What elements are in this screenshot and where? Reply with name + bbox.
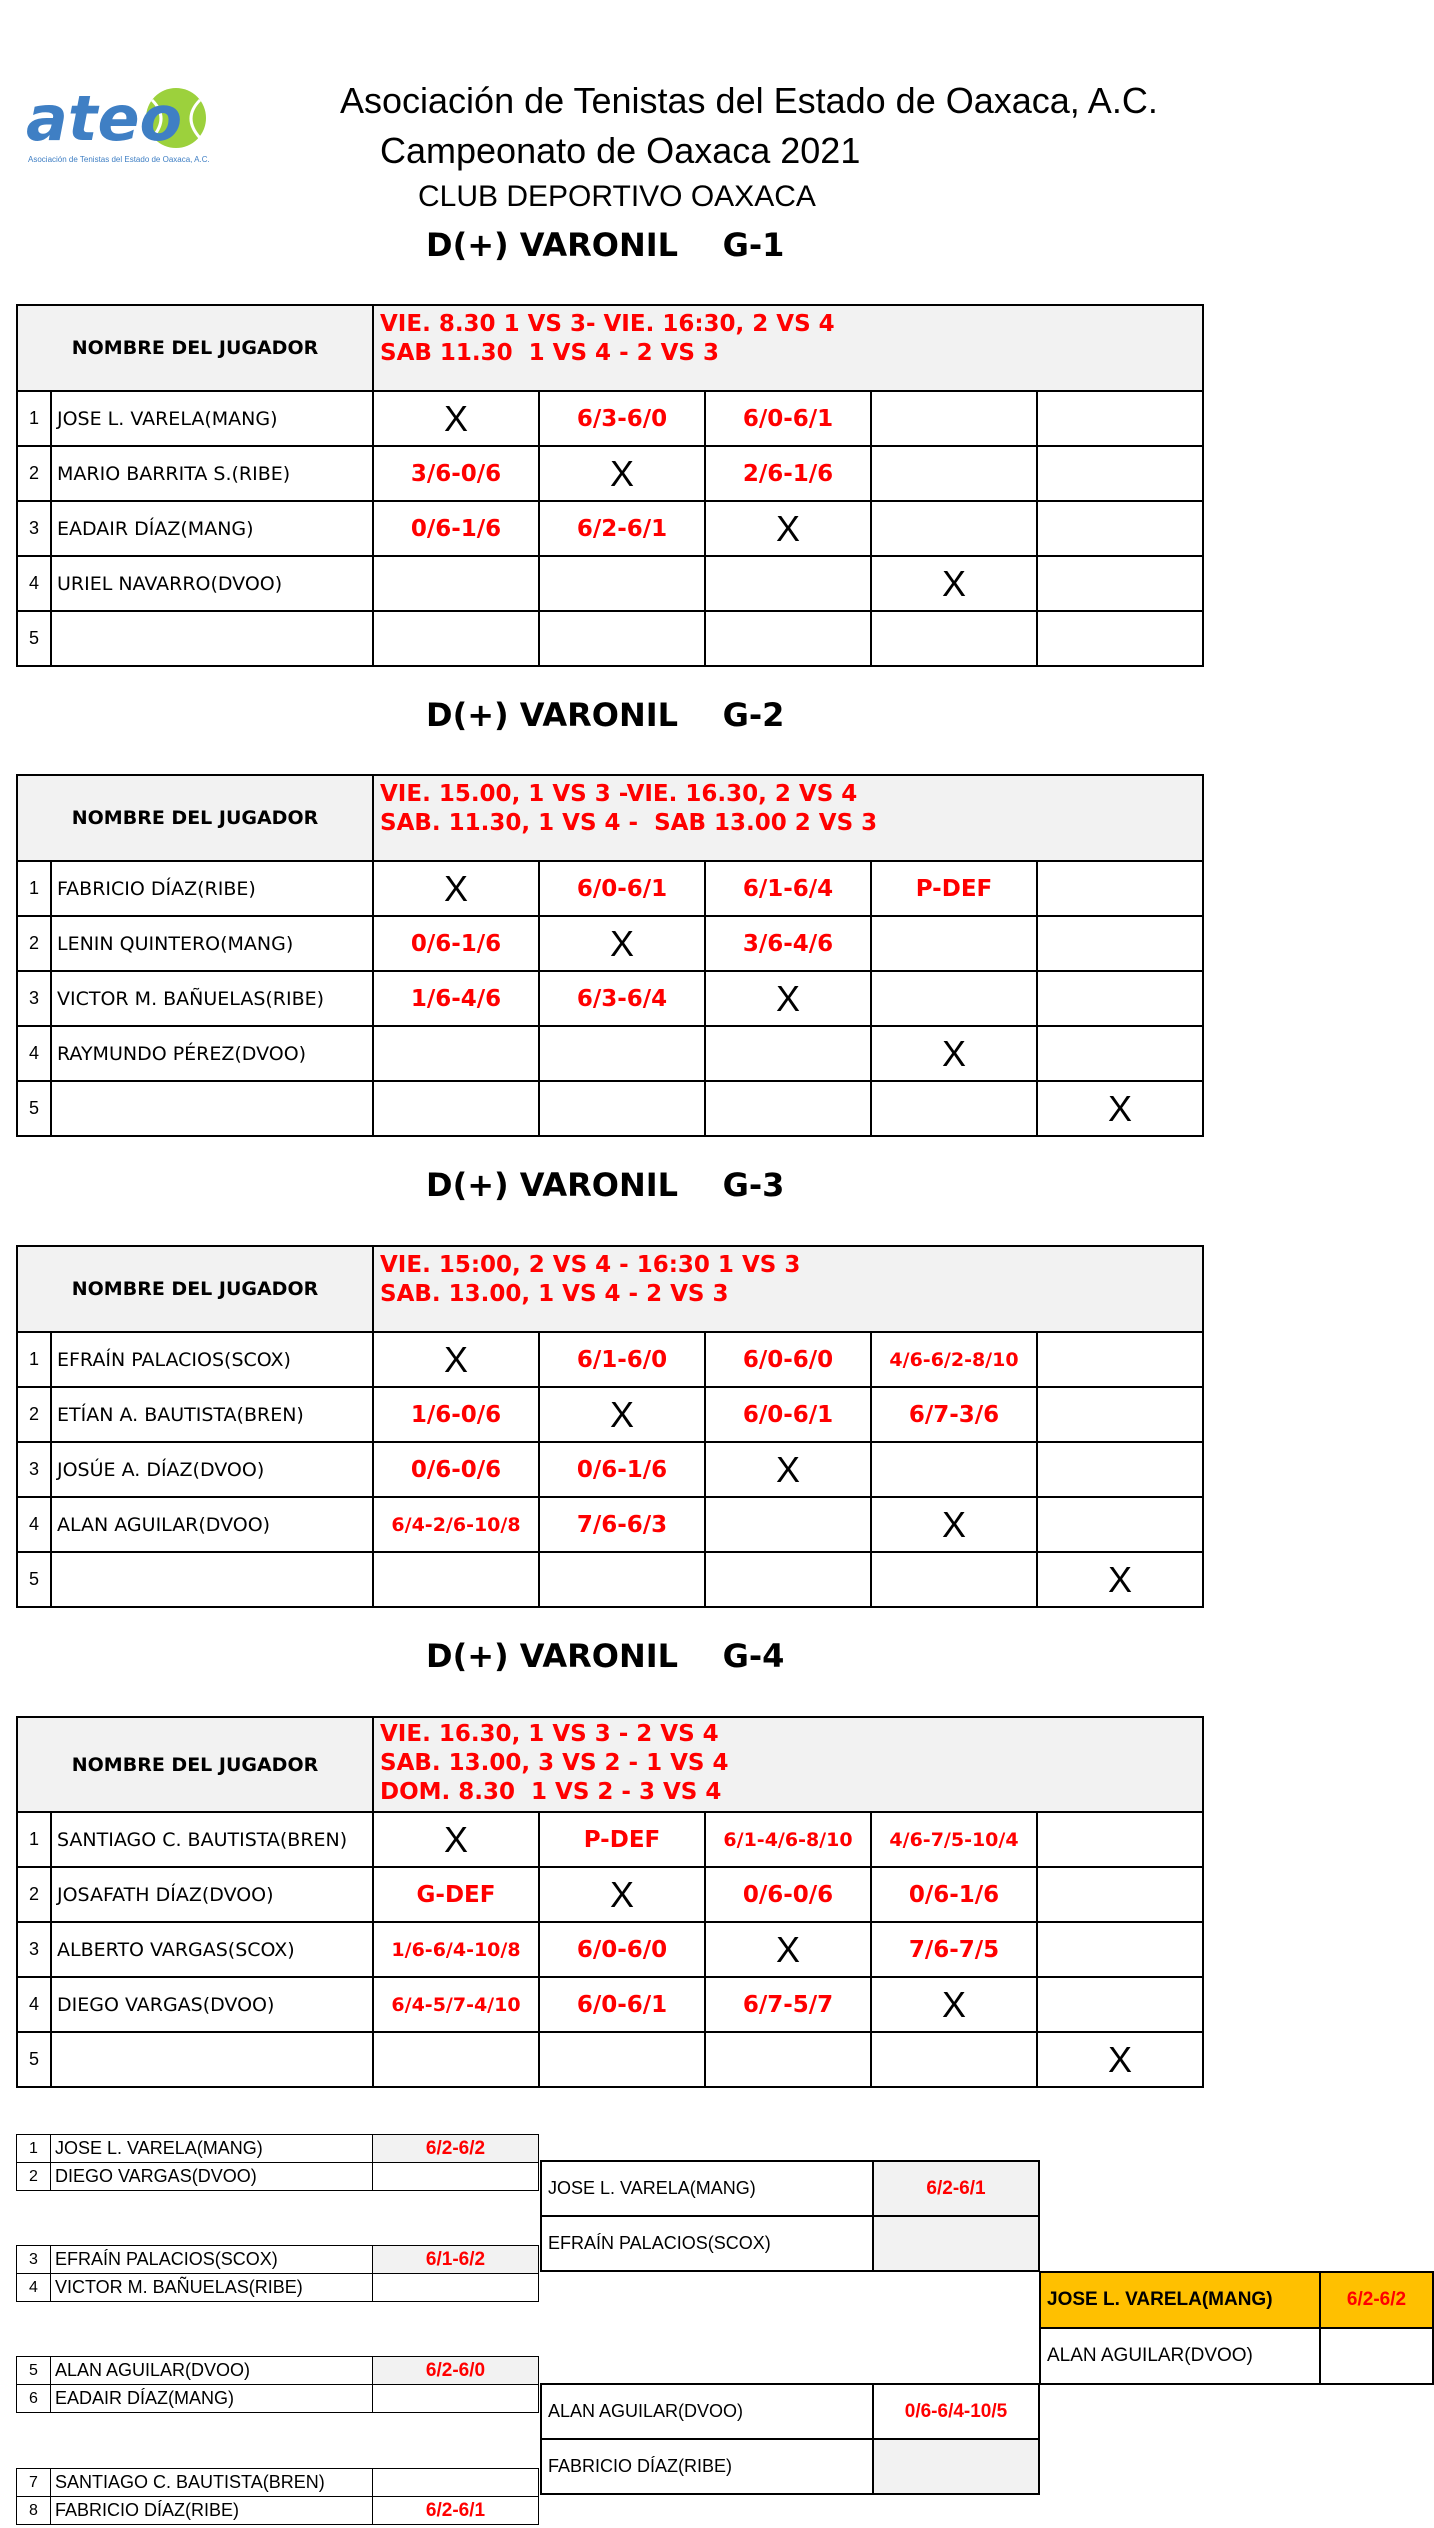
match-score: 6/2-6/1 [873, 2161, 1039, 2216]
result-cell: 0/6-1/6 [373, 501, 539, 556]
player-name: FABRICIO DÍAZ(RIBE) [51, 861, 373, 916]
player-row [17, 556, 1203, 611]
result-cell [705, 1026, 871, 1081]
result-cell [871, 501, 1037, 556]
seed-number: 2 [17, 2163, 51, 2191]
player-row [17, 1552, 1203, 1607]
player-name: SANTIAGO C. BAUTISTA(BREN) [51, 1812, 373, 1867]
player-name [51, 2032, 373, 2087]
result-cell: 6/4-5/7-4/10 [373, 1977, 539, 2032]
seed-number: 3 [17, 501, 51, 556]
name-header: NOMBRE DEL JUGADOR [17, 305, 373, 391]
result-cell: 0/6-1/6 [871, 1867, 1037, 1922]
schedule-line: VIE. 15:00, 2 VS 4 - 16:30 1 VS 3 [380, 1252, 801, 1278]
result-cell: X [705, 501, 871, 556]
seed-number: 1 [17, 861, 51, 916]
schedule-line: SAB 11.30 1 VS 4 - 2 VS 3 [380, 340, 720, 366]
player-name: JOSAFATH DÍAZ(DVOO) [51, 1867, 373, 1922]
seed-number: 1 [17, 391, 51, 446]
bracket-player: FABRICIO DÍAZ(RIBE) [51, 2497, 373, 2525]
bracket-player: SANTIAGO C. BAUTISTA(BREN) [51, 2469, 373, 2497]
result-cell: X [705, 971, 871, 1026]
player-row [17, 501, 1203, 556]
result-cell [1037, 391, 1203, 446]
final-match [1039, 2271, 1434, 2385]
seed-number: 2 [17, 446, 51, 501]
player-name: RAYMUNDO PÉREZ(DVOO) [51, 1026, 373, 1081]
result-cell: 6/0-6/0 [705, 1332, 871, 1387]
result-cell: P-DEF [871, 861, 1037, 916]
seed-number: 7 [17, 2469, 51, 2497]
match-score: 6/2-6/1 [373, 2497, 539, 2525]
result-cell [539, 1081, 705, 1136]
result-cell [705, 2032, 871, 2087]
result-cell: 0/6-0/6 [705, 1867, 871, 1922]
result-cell [539, 1552, 705, 1607]
seed-number: 3 [17, 971, 51, 1026]
result-cell [1037, 556, 1203, 611]
player-name: ALAN AGUILAR(DVOO) [51, 1497, 373, 1552]
final-score: 6/2-6/2 [1320, 2272, 1433, 2328]
player-row [17, 1081, 1203, 1136]
result-cell [705, 1497, 871, 1552]
result-cell [373, 2032, 539, 2087]
result-cell [1037, 611, 1203, 666]
result-cell [1037, 861, 1203, 916]
result-cell [539, 1026, 705, 1081]
schedule-cell [373, 1717, 1203, 1812]
result-cell [705, 556, 871, 611]
result-cell: 6/0-6/1 [705, 1387, 871, 1442]
player-name: ETÍAN A. BAUTISTA(BREN) [51, 1387, 373, 1442]
seed-number: 4 [17, 1026, 51, 1081]
result-cell: X [373, 1332, 539, 1387]
result-cell: 1/6-4/6 [373, 971, 539, 1026]
match-score: 6/1-6/2 [373, 2246, 539, 2274]
result-cell [871, 611, 1037, 666]
bracket-player: VICTOR M. BAÑUELAS(RIBE) [51, 2274, 373, 2302]
player-row [17, 1812, 1203, 1867]
runner-up-name: ALAN AGUILAR(DVOO) [1040, 2328, 1320, 2384]
group-title: D(+) VARONIL G-1 [426, 226, 785, 264]
player-row [17, 1387, 1203, 1442]
seed-number: 8 [17, 2497, 51, 2525]
seed-number: 4 [17, 1977, 51, 2032]
player-row [17, 1026, 1203, 1081]
result-cell: 6/0-6/1 [539, 1977, 705, 2032]
result-cell [871, 1442, 1037, 1497]
result-cell: X [871, 1977, 1037, 2032]
result-cell: X [539, 1387, 705, 1442]
bracket-match-2 [16, 2245, 539, 2302]
seed-number: 5 [17, 611, 51, 666]
seed-number: 5 [17, 1552, 51, 1607]
seed-number: 2 [17, 1387, 51, 1442]
player-name: MARIO BARRITA S.(RIBE) [51, 446, 373, 501]
result-cell: 0/6-0/6 [373, 1442, 539, 1497]
player-name: DIEGO VARGAS(DVOO) [51, 1977, 373, 2032]
bracket-player: EADAIR DÍAZ(MANG) [51, 2385, 373, 2413]
player-row [17, 611, 1203, 666]
seed-number: 4 [17, 1497, 51, 1552]
result-cell [1037, 1497, 1203, 1552]
result-cell: 0/6-1/6 [539, 1442, 705, 1497]
result-cell: X [373, 391, 539, 446]
result-cell [1037, 1332, 1203, 1387]
group-title: D(+) VARONIL G-2 [426, 696, 785, 734]
seed-number: 6 [17, 2385, 51, 2413]
player-name [51, 611, 373, 666]
schedule-line: SAB. 13.00, 1 VS 4 - 2 VS 3 [380, 1281, 729, 1307]
schedule-line: DOM. 8.30 1 VS 2 - 3 VS 4 [380, 1779, 722, 1805]
result-cell: X [871, 1026, 1037, 1081]
result-cell: X [539, 446, 705, 501]
seed-number: 5 [17, 1081, 51, 1136]
player-name: URIEL NAVARRO(DVOO) [51, 556, 373, 611]
group-1-table [16, 304, 1204, 667]
player-name [51, 1081, 373, 1136]
result-cell [373, 1026, 539, 1081]
player-row [17, 916, 1203, 971]
result-cell: 3/6-4/6 [705, 916, 871, 971]
event-title: Campeonato de Oaxaca 2021 [380, 130, 861, 171]
player-name: JOSÚE A. DÍAZ(DVOO) [51, 1442, 373, 1497]
result-cell [373, 556, 539, 611]
result-cell [1037, 446, 1203, 501]
logo-text: ateo [26, 82, 183, 155]
seed-number: 3 [17, 1922, 51, 1977]
result-cell: 6/4-2/6-10/8 [373, 1497, 539, 1552]
seed-number: 1 [17, 1812, 51, 1867]
player-name: VICTOR M. BAÑUELAS(RIBE) [51, 971, 373, 1026]
result-cell [871, 1081, 1037, 1136]
result-cell: 1/6-6/4-10/8 [373, 1922, 539, 1977]
player-name: EFRAÍN PALACIOS(SCOX) [51, 1332, 373, 1387]
group-2-table [16, 774, 1204, 1137]
player-row [17, 2032, 1203, 2087]
result-cell [871, 446, 1037, 501]
result-cell [373, 1552, 539, 1607]
result-cell [871, 391, 1037, 446]
result-cell: X [705, 1442, 871, 1497]
player-name [51, 1552, 373, 1607]
result-cell [1037, 1867, 1203, 1922]
result-cell: 0/6-1/6 [373, 916, 539, 971]
player-row [17, 861, 1203, 916]
result-cell [539, 2032, 705, 2087]
result-cell: 6/0-6/0 [539, 1922, 705, 1977]
group-4-table [16, 1716, 1204, 2088]
result-cell [871, 916, 1037, 971]
result-cell: 6/3-6/0 [539, 391, 705, 446]
result-cell: 6/2-6/1 [539, 501, 705, 556]
seed-number: 5 [17, 2357, 51, 2385]
player-row [17, 1867, 1203, 1922]
result-cell [705, 1552, 871, 1607]
player-name: JOSE L. VARELA(MANG) [51, 391, 373, 446]
result-cell: 4/6-6/2-8/10 [871, 1332, 1037, 1387]
match-score: 6/2-6/0 [373, 2357, 539, 2385]
player-row [17, 446, 1203, 501]
result-cell [1037, 916, 1203, 971]
result-cell: 3/6-0/6 [373, 446, 539, 501]
result-cell: G-DEF [373, 1867, 539, 1922]
schedule-line: SAB. 11.30, 1 VS 4 - SAB 13.00 2 VS 3 [380, 810, 878, 836]
result-cell [1037, 1812, 1203, 1867]
result-cell [1037, 971, 1203, 1026]
bracket-match-1 [16, 2134, 539, 2191]
result-cell [1037, 501, 1203, 556]
seed-number: 4 [17, 556, 51, 611]
bracket-player: EFRAÍN PALACIOS(SCOX) [51, 2246, 373, 2274]
result-cell: 6/1-6/0 [539, 1332, 705, 1387]
bracket-match-3 [16, 2356, 539, 2413]
bracket-player: ALAN AGUILAR(DVOO) [51, 2357, 373, 2385]
player-row [17, 971, 1203, 1026]
group-title: D(+) VARONIL G-4 [426, 1637, 785, 1675]
schedule-line: SAB. 13.00, 3 VS 2 - 1 VS 4 [380, 1750, 729, 1776]
group-3-table [16, 1245, 1204, 1608]
bracket-match-4 [16, 2468, 539, 2525]
result-cell: 6/3-6/4 [539, 971, 705, 1026]
name-header: NOMBRE DEL JUGADOR [17, 775, 373, 861]
result-cell: X [871, 556, 1037, 611]
name-header: NOMBRE DEL JUGADOR [17, 1717, 373, 1812]
result-cell [539, 611, 705, 666]
player-row [17, 1442, 1203, 1497]
result-cell: X [1037, 2032, 1203, 2087]
player-row [17, 1332, 1203, 1387]
schedule-cell [373, 775, 1203, 861]
result-cell: X [373, 861, 539, 916]
result-cell: 2/6-1/6 [705, 446, 871, 501]
player-row [17, 391, 1203, 446]
seed-number: 1 [17, 1332, 51, 1387]
match-score: 6/2-6/2 [373, 2135, 539, 2163]
result-cell [705, 1081, 871, 1136]
semifinal-match-1 [540, 2160, 1040, 2272]
result-cell [1037, 1442, 1203, 1497]
result-cell [1037, 1026, 1203, 1081]
semifinal-match-2 [540, 2383, 1040, 2495]
venue-title: CLUB DEPORTIVO OAXACA [418, 180, 816, 213]
seed-number: 1 [17, 2135, 51, 2163]
result-cell: P-DEF [539, 1812, 705, 1867]
result-cell: 6/1-4/6-8/10 [705, 1812, 871, 1867]
schedule-line: VIE. 8.30 1 VS 3- VIE. 16:30, 2 VS 4 [380, 311, 835, 337]
result-cell: 1/6-0/6 [373, 1387, 539, 1442]
bracket-player: ALAN AGUILAR(DVOO) [541, 2384, 873, 2439]
bracket-player: FABRICIO DÍAZ(RIBE) [541, 2439, 873, 2494]
player-row [17, 1497, 1203, 1552]
ateo-logo [24, 82, 214, 172]
result-cell: X [1037, 1081, 1203, 1136]
bracket-player: EFRAÍN PALACIOS(SCOX) [541, 2216, 873, 2271]
player-name: ALBERTO VARGAS(SCOX) [51, 1922, 373, 1977]
bracket-player: JOSE L. VARELA(MANG) [541, 2161, 873, 2216]
name-header: NOMBRE DEL JUGADOR [17, 1246, 373, 1332]
player-row [17, 1977, 1203, 2032]
result-cell: 7/6-6/3 [539, 1497, 705, 1552]
result-cell [871, 2032, 1037, 2087]
group-title: D(+) VARONIL G-3 [426, 1166, 785, 1204]
logo-subtitle: Asociación de Tenistas del Estado de Oaxaca, A.C. [28, 155, 210, 164]
result-cell [871, 971, 1037, 1026]
result-cell [373, 611, 539, 666]
result-cell: X [871, 1497, 1037, 1552]
result-cell [373, 1081, 539, 1136]
player-name: LENIN QUINTERO(MANG) [51, 916, 373, 971]
result-cell [539, 556, 705, 611]
result-cell [871, 1552, 1037, 1607]
player-name: EADAIR DÍAZ(MANG) [51, 501, 373, 556]
result-cell: 6/7-3/6 [871, 1387, 1037, 1442]
result-cell: X [1037, 1552, 1203, 1607]
result-cell: 6/1-6/4 [705, 861, 871, 916]
seed-number: 4 [17, 2274, 51, 2302]
seed-number: 2 [17, 1867, 51, 1922]
result-cell: 6/0-6/1 [539, 861, 705, 916]
result-cell: X [539, 1867, 705, 1922]
result-cell: 7/6-7/5 [871, 1922, 1037, 1977]
result-cell [705, 611, 871, 666]
organization-title: Asociación de Tenistas del Estado de Oaxaca, A.C. [340, 80, 1158, 121]
bracket-player: DIEGO VARGAS(DVOO) [51, 2163, 373, 2191]
seed-number: 3 [17, 2246, 51, 2274]
match-score: 0/6-6/4-10/5 [873, 2384, 1039, 2439]
result-cell: 4/6-7/5-10/4 [871, 1812, 1037, 1867]
champion-name: JOSE L. VARELA(MANG) [1040, 2272, 1320, 2328]
result-cell: 6/7-5/7 [705, 1977, 871, 2032]
bracket-player: JOSE L. VARELA(MANG) [51, 2135, 373, 2163]
result-cell [1037, 1922, 1203, 1977]
schedule-line: VIE. 15.00, 1 VS 3 -VIE. 16.30, 2 VS 4 [380, 781, 858, 807]
schedule-line: VIE. 16.30, 1 VS 3 - 2 VS 4 [380, 1721, 719, 1747]
player-row [17, 1922, 1203, 1977]
result-cell: X [539, 916, 705, 971]
result-cell [1037, 1977, 1203, 2032]
seed-number: 3 [17, 1442, 51, 1497]
result-cell: X [705, 1922, 871, 1977]
result-cell [1037, 1387, 1203, 1442]
seed-number: 5 [17, 2032, 51, 2087]
schedule-cell [373, 305, 1203, 391]
schedule-cell [373, 1246, 1203, 1332]
result-cell: 6/0-6/1 [705, 391, 871, 446]
result-cell: X [373, 1812, 539, 1867]
seed-number: 2 [17, 916, 51, 971]
